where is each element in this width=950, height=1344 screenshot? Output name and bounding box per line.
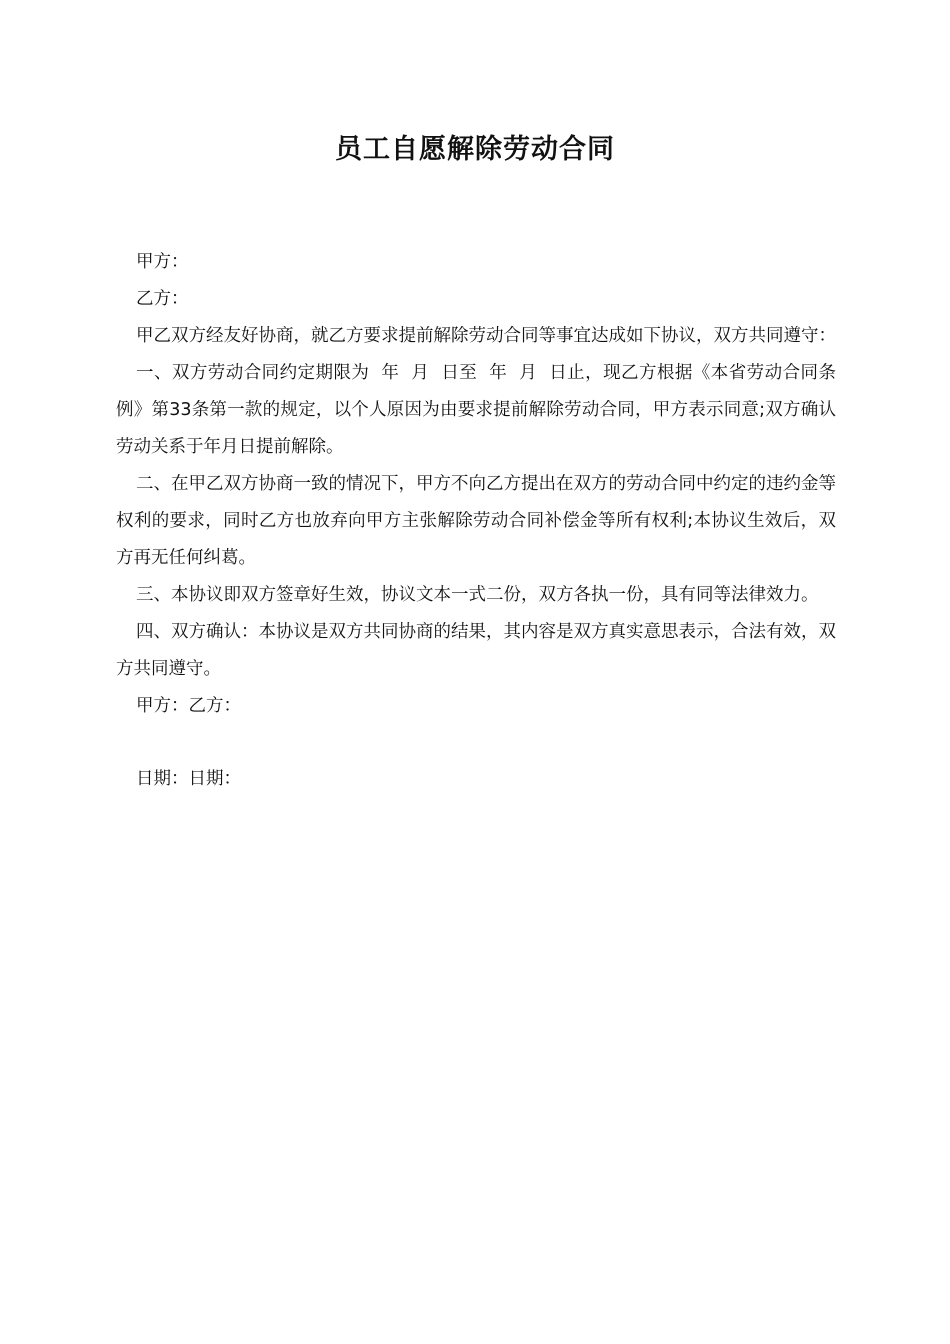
party-a-line: 甲方：	[136, 252, 189, 272]
party-b-line: 乙方：	[136, 289, 189, 309]
clause-2: 二、在甲乙双方协商一致的情况下，甲方不向乙方提出在双方的劳动合同中约定的违约金等权利的要求，同时乙方也放弃向甲方主张解除劳动合同补偿金等所有权利;本协议生效后，双方再无任何纠葛。	[116, 474, 836, 568]
clause-3: 三、本协议即双方签章好生效，协议文本一式二份，双方各执一份，具有同等法律效力。	[136, 585, 819, 605]
clause-1: 一、双方劳动合同约定期限为 年 月 日至 年 月 日止，现乙方根据《本省劳动合同条例》第33条第一款的规定，以个人原因为由要求提前解除劳动合同，甲方表示同意;双方确认劳动关系于年月日提前解除。	[116, 363, 836, 457]
clause-4: 四、双方确认：本协议是双方共同协商的结果，其内容是双方真实意思表示，合法有效，双方共同遵守。	[116, 622, 836, 679]
document-body	[116, 244, 836, 798]
date-line: 日期：日期：	[136, 769, 241, 789]
intro-paragraph: 甲乙双方经友好协商，就乙方要求提前解除劳动合同等事宜达成如下协议，双方共同遵守：	[136, 326, 836, 346]
spacer	[116, 725, 836, 761]
signature-line: 甲方：乙方：	[136, 696, 241, 716]
document-title: 员工自愿解除劳动合同	[335, 134, 615, 165]
